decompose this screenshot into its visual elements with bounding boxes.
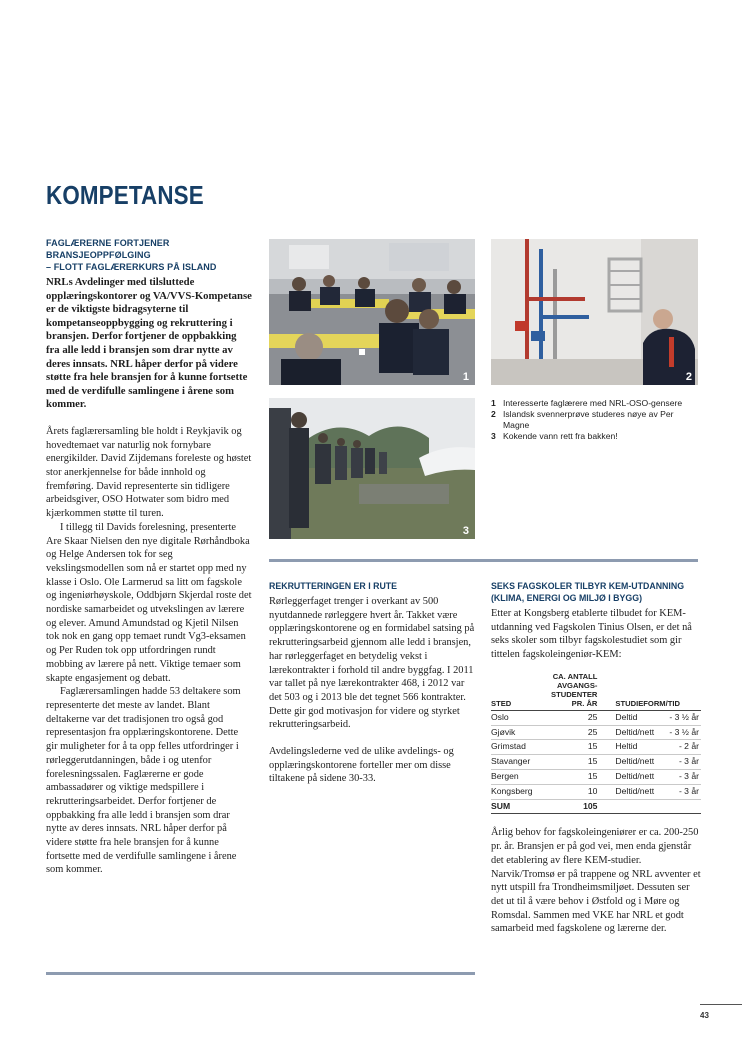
form-type: Deltid/nett [615,785,655,796]
body-paragraph: Etter at Kongsberg etablerte tilbudet for KEM-utdanning ved Fagskolen Tinius Olsen, er det nå seks skoler som tilbyr fagskolestudiet som gir tittelen fagskoleingeniør-KEM: [491,608,692,661]
form-type: Deltid/nett [615,756,655,767]
article-faglaerere [46,237,252,877]
photo-number: 2 [685,371,692,383]
table-sum-row [491,799,701,814]
section-title: KOMPETANSE [46,180,204,210]
caption-number: 1 [491,398,496,408]
cell-place: Stavanger [491,755,551,770]
form-duration: - 3 ½ år [669,711,699,722]
cell-count: 15 [551,740,605,755]
cell-form [605,740,701,755]
page-number: 43 [700,1011,709,1020]
footer-rule [700,1004,742,1005]
cell-place: Bergen [491,770,551,785]
form-duration: - 2 år [678,741,699,752]
photo-geyser [269,398,475,539]
article-intro [491,607,701,662]
photo-classroom [269,239,475,385]
cell-count: 10 [551,784,605,799]
heading-line-2: (KLIMA, ENERGI OG MILJØ I BYGG) [491,593,643,603]
header-count-line: PR. ÅR [571,698,598,708]
caption-text: Interesserte faglærere med NRL-OSO-gensere [503,398,683,408]
table-row [491,740,701,755]
caption-item [491,409,701,431]
table-row [491,770,701,785]
cell-form [605,725,701,740]
table-header-row [491,672,701,711]
caption-text: Kokende vann rett fra bakken! [503,431,618,441]
article-kem [491,580,701,936]
photo-number: 1 [462,371,469,383]
cell-count: 25 [551,725,605,740]
kicker-line-2: – FLOTT FAGLÆRERKURS PÅ ISLAND [46,262,217,272]
header-count-line: STUDENTER [551,689,598,699]
caption-item [491,431,701,442]
caption-number: 3 [491,431,496,441]
form-duration: - 3 år [678,785,699,796]
cell-place: Grimstad [491,740,551,755]
header-form: STUDIEFORM/TID [605,672,701,711]
header-count-line: AVGANGS- [557,680,598,690]
table-row [491,755,701,770]
table-row [491,725,701,740]
form-type: Heltid [615,741,638,752]
form-duration: - 3 år [678,771,699,781]
article-heading [491,580,701,604]
cell-count: 15 [551,770,605,785]
form-duration: - 3 ½ år [669,726,699,737]
article-outro [491,826,701,936]
cell-place: Kongsberg [491,784,551,799]
schools-table [491,672,701,815]
cell-form [605,770,701,785]
article-rekruttering [269,580,475,786]
header-count-line: CA. ANTALL [552,671,598,681]
body-paragraph: Avdelingslederne ved de ulike avdelings- og opplæringskontorene forteller mer om disse tiltakene på sidene 30-33. [269,746,454,785]
photo-captions [491,398,701,442]
body-paragraph: Rørleggerfaget trenger i overkant av 500 nyutdannede rørleggere hvert år. Takket være opplæringskontorene og en formidabel satsing på rekrutteringsarbeid gjennom alle ledd i bransjen, har rørleggerfaget en betydelig vekst i lærekontrakter i forhold til andre byggfag. I 2011 var tallet på nye lærekontrakter 468, i 2012 var det 503 og i 2013 ble det tegnet 566 kontrakter. Dette gir god motivasjon for videre og styrket rekrutteringsarbeid. [269,596,475,731]
cell-form [605,710,701,725]
caption-text: Islandsk svennerprøve studeres nøye av Per Magne [503,409,674,430]
article-body [46,425,252,877]
bottom-divider [46,972,475,975]
caption-item [491,398,701,409]
cell-place: Oslo [491,710,551,725]
cell-form [605,784,701,799]
photo-number: 3 [462,525,469,537]
caption-number: 2 [491,409,496,419]
article-kicker [46,237,252,273]
form-type: Deltid/nett [615,771,655,781]
table-row [491,784,701,799]
sum-empty-cell [605,799,701,814]
cell-place: Gjøvik [491,725,551,740]
body-paragraph: Årlig behov for fagskoleingeniører er ca. 200-250 pr. år. Bransjen er på god vei, men enda gjenstår det etablering av flere KEM-studier. Narvik/Tromsø er på trappene og NRL avventer et nytt utspill fra Trondheimsmiljøet. Dessuten ser det ut til å være behov i Østfold og i Møre og Romsdal. Sammen med VKE har NRL et godt samarbeid med fagskolene og lærerne der. [491,827,701,935]
cell-count: 15 [551,755,605,770]
photo-pipes [491,239,698,385]
body-paragraph: Faglærersamlingen hadde 53 deltakere som representerte det meste av landet. Blant deltakerne var det tradisjonen tro også god representasjon fra opplæringskontorene. Dette gir muligheter for å ta opp felles utfordringer i rørleggerutdanningen, både i og utenfor forelesningssalen. Faglærerne er gode ambassadører og viktige medspillere i rekrutteringsarbeidet. Derfor fortjener de oppbakking fra alle ledd i bransjen som drar nytte av deres innsats. NRL håper derfor på videre støtte fra hele bransjen for å kunne fortsette med de verdifulle samlingene i årene som kommer. [46,686,241,876]
pipes-image [491,239,698,385]
sum-value: 105 [551,799,605,814]
section-divider [269,559,698,562]
kicker-line-1: FAGLÆRERNE FORTJENER BRANSJEOPPFØLGING [46,238,170,260]
article-lead: NRLs Avdelinger med tilsluttede opplæringskontorer og VA/VVS-Kompetanse er de viktigste bidragsyterne til kompetanseoppbygging og rekruttering i bransjen. Derfor fortjener de oppbakking fra alle ledd i bransjen som drar nytte av deres innsats. NRL håper derfor på videre støtte fra hele bransjen for å kunne fortsette med de verdifulle samlingene i årene som kommer. [46,276,252,411]
article-heading: REKRUTTERINGEN ER I RUTE [269,581,398,591]
body-paragraph: I tillegg til Davids forelesning, presenterte Are Skaar Nielsen den nye digitale Rørhåndboka og Helge Andersen tok for seg vekslingsmodellen som nå er startet opp med ny klasse i Oslo. Ole Larmerud sa litt om fagskole og ingeniørhøyskole, Oddbjørn Skjerdal roste det nordiske samarbeidet og utvekslingen av lærere og elever. Amund Amundstad og Kjetil Nilsen tok nok en gang opp temaet rundt Vg3-eksamen og Per Ruden tok opp utfordringen rundt mobbing av lærere på nett. Viktige temaer som skapte engasjement og debatt. [46,521,252,684]
classroom-image [269,239,475,385]
header-count [551,672,605,711]
body-paragraph: Årets faglærersamling ble holdt i Reykjavik og hovedtemaet var naturlig nok fornybare energikilder. David Zijdemans foreleste og høstet stor anerkjennelse for både innhold og fremføring. David representerte sin tidligere arbeidsgiver, OSO Hotwater som bidro med kjærkommen støtte til turen. [46,425,252,520]
cell-count: 25 [551,710,605,725]
table-row [491,710,701,725]
form-type: Deltid [615,711,638,722]
article-body [269,595,475,786]
header-place: STED [491,672,551,711]
heading-line-1: SEKS FAGSKOLER TILBYR KEM-UTDANNING [491,581,685,591]
form-duration: - 3 år [678,756,699,767]
sum-label: SUM [491,799,551,814]
cell-form [605,755,701,770]
geyser-image [269,398,475,539]
form-type: Deltid/nett [615,726,655,737]
